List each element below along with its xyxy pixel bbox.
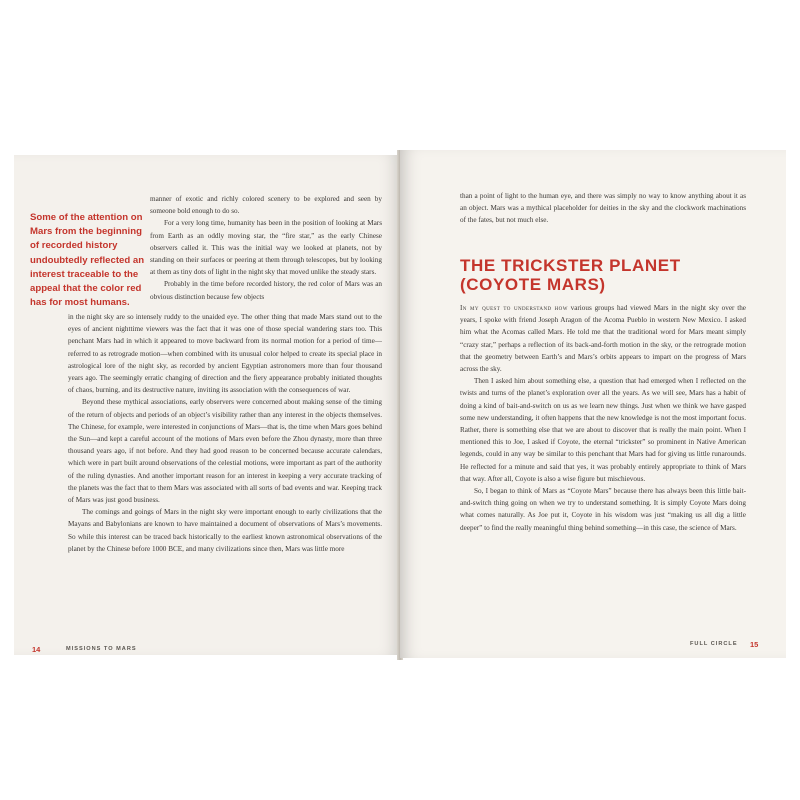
paragraph: manner of exotic and richly colored scenery to be explored and seen by someone bold enough to do so. xyxy=(150,195,382,216)
book-spread xyxy=(14,150,786,660)
paragraph: So, I began to think of Mars as “Coyote Mars” because there has always been this little bait-and-switch thing going on when we try to understand something. It is simply Coyote Mars doing what comes naturally. As Joe put it, Coyote in his wisdom was just “making us all dig a little deeper” to find the really meaningful thing behind something—in this case, the science of Mars. xyxy=(460,487,746,532)
page-number-left: 14 xyxy=(32,645,41,654)
left-indented-column xyxy=(150,193,382,303)
right-main-column xyxy=(460,302,746,534)
paragraph xyxy=(460,302,746,375)
running-head-right: FULL CIRCLE xyxy=(690,641,738,647)
running-head-left: MISSIONS TO MARS xyxy=(66,646,137,652)
paragraph: in the night sky are so intensely ruddy to the unaided eye. The other thing that made Mars stand out to the eyes of ancient nighttime viewers was the fact that it was one of those special wandering stars too. This penchant Mars had in which it appeared to move backward from its normal motion for a period of time—referred to as retrograde motion—when combined with its unusual color helped to create its special place in astrological lore of the night sky, as recorded by ancient Egyptian astronomers more than four thousand years ago. The seemingly erratic changing of direction and the fiery appearance probably initiated thoughts of chaos, burning, and its destructive nature, inviting its association with the consequences of war. xyxy=(68,313,382,395)
paragraph: Beyond these mythical associations, early observers were concerned about making sense of the timing of the return of objects and periods of an object’s visibility rather than any interest in the objects themselves. The Chinese, for example, were interested in conjunctions of Mars—that is, the time when Mars goes behind the Sun—and kept a careful account of the motions of Mars even before the Zhou dynasty, more than three thousand years ago, if not before. And they had good reason to be concerned because accurate calendars, which were in part built around observations of the celestial motions, were important as part of the authority of the ruling dynasties. And another important reason for an interest in keeping a very accurate tracking of the planets was the fact that to them Mars was associated with all sorts of bad events and war. Keeping track of Mars was just good business. xyxy=(68,398,382,505)
paragraph-text: various groups had viewed Mars in the night sky over the years, I spoke with friend Joseph Aragon of the Acoma Pueblo in western New Mexico. I asked him what the Acomas called Mars. He told me that the traditional word for Mars meant simply “crazy star,” perhaps a reflection of its back-and-forth motion in the sky, or the retrograde motion that the geometry between Earth’s and Mars’s orbits appears to impart on the progress of Mars across the sky. xyxy=(460,304,746,374)
left-page xyxy=(14,155,400,655)
right-page xyxy=(400,150,786,658)
paragraph: than a point of light to the human eye, and there was simply no way to know anything about it as an object. Mars was a mythical placeholder for deities in the sky and the clockwork machinations of the fates, but not much else. xyxy=(460,192,746,225)
chapter-title: THE TRICKSTER PLANET (COYOTE MARS) xyxy=(460,256,681,294)
paragraph: For a very long time, humanity has been in the position of looking at Mars from Earth as an oddly moving star, the “fire star,” as the early Chinese observers called it. This was the initial way we looked at planets, not by standing on their surfaces or peering at them through telescopes, but by looking at them as tiny dots of light in the night sky that moved unlike the steady stars. xyxy=(150,219,382,277)
lead-in: In my quest to understand how xyxy=(460,304,568,312)
right-continued-column xyxy=(460,190,746,227)
paragraph: The comings and goings of Mars in the night sky were important enough to early civilizations that the Mayans and Babylonians are known to have maintained a document of observations of Mars’s movements. So while this interest can be traced back historically to the earliest known astronomical observations of the planet by the Chinese before 1000 BCE, and many civilizations since then, Mars was little more xyxy=(68,508,382,553)
paragraph: Probably in the time before recorded history, the red color of Mars was an obvious distinction because few objects xyxy=(150,280,382,301)
pull-quote: Some of the attention on Mars from the beginning of recorded history undoubtedly reflected an interest traceable to the appeal that the color red has for most humans. xyxy=(30,212,145,309)
paragraph: Then I asked him about something else, a question that had emerged when I reflected on the twists and turns of the planet’s exploration over all the years. As we will see, Mars has a habit of doing a kind of bait-and-switch on us as we learn new things. Just when we think we have gasped some new understanding, it often happens that the new knowledge is not the most important focus. Rather, there is something else that we are about to discover that is really the main point. When I mentioned this to Joe, I asked if Coyote, the eternal “trickster” so prominent in Native American legends, could in any way be similar to this penchant that Mars had for giving us little runarounds. He reflected for a minute and said that yes, it was probably entirely appropriate to think of Mars that way. After all, Coyote is also a wise figure but mischievous. xyxy=(460,377,746,483)
page-number-right: 15 xyxy=(750,640,759,649)
left-full-column xyxy=(68,311,382,555)
